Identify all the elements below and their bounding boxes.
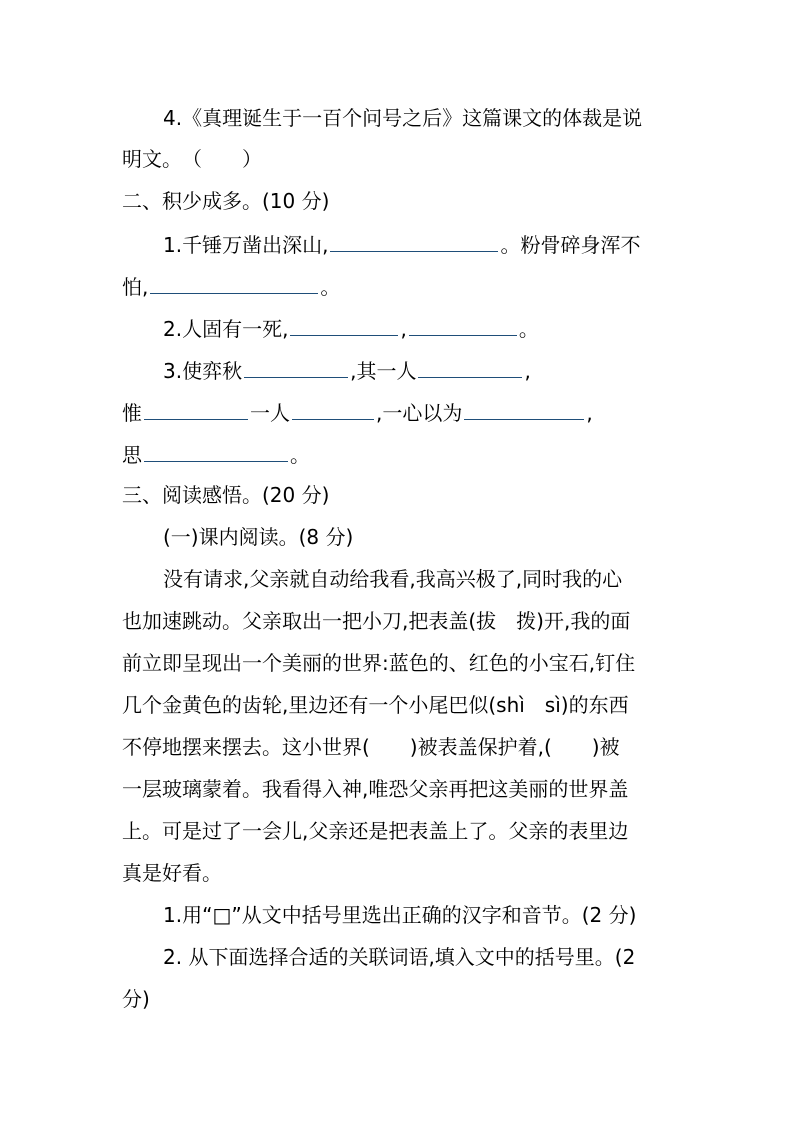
- answer-blank[interactable]: [292, 399, 374, 420]
- passage-line-1: 没有请求,父亲就自动给我看,我高兴极了,同时我的心: [163, 567, 623, 591]
- section2-heading: 二、积少成多。(10 分): [122, 189, 330, 213]
- item3-text-a: 3.使弈秋: [163, 359, 243, 383]
- answer-blank[interactable]: [464, 399, 584, 420]
- item3-text-h: 思: [122, 443, 142, 467]
- section3-question-2-line2: 分): [122, 987, 150, 1011]
- answer-blank[interactable]: [244, 357, 348, 378]
- q4-line1: 4.《真理诞生于一百个问号之后》这篇课文的体裁是说: [163, 106, 643, 130]
- item3-text-f: ,一心以为: [376, 401, 463, 425]
- passage-line-6: 一层玻璃蒙着。我看得入神,唯恐父亲再把这美丽的世界盖: [122, 777, 629, 801]
- answer-blank[interactable]: [144, 441, 288, 462]
- section3-question-1: 1.用“□”从文中括号里选出正确的汉字和音节。(2 分): [163, 903, 637, 927]
- answer-blank[interactable]: [144, 399, 248, 420]
- section2-item3-line3: [122, 441, 310, 467]
- answer-blank[interactable]: [409, 315, 517, 336]
- answer-blank[interactable]: [150, 273, 318, 294]
- answer-blank[interactable]: [418, 357, 522, 378]
- section3-subheading: (一)课内阅读。(8 分): [163, 525, 354, 549]
- item3-text-i: 。: [290, 443, 310, 467]
- item1-text-b: 。粉骨碎身浑不: [500, 233, 641, 257]
- section2-item2: [163, 315, 539, 341]
- item3-text-b: ,其一人: [350, 359, 417, 383]
- q4-line2: 明文。 （ ）: [122, 147, 262, 171]
- section3-question-2-line1: 2. 从下面选择合适的关联词语,填入文中的括号里。(2: [163, 945, 636, 969]
- item1-text-d: 。: [320, 275, 341, 299]
- answer-blank[interactable]: [290, 315, 398, 336]
- section2-item1-line1: [163, 231, 640, 257]
- item2-text-b: ,: [400, 317, 407, 341]
- item2-text-c: 。: [518, 317, 539, 341]
- section2-item3-line2: [122, 399, 593, 425]
- item3-text-g: ,: [586, 401, 593, 425]
- item3-text-e: 一人: [250, 401, 290, 425]
- passage-line-8: 真是好看。: [122, 861, 222, 885]
- section2-item3-line1: [163, 357, 531, 383]
- item3-text-d: 惟: [122, 401, 142, 425]
- item1-text-a: 1.千锤万凿出深山,: [163, 233, 329, 257]
- passage-line-7: 上。可是过了一会儿,父亲还是把表盖上了。父亲的表里边: [122, 819, 629, 843]
- item1-text-c: 怕,: [122, 275, 149, 299]
- section3-heading: 三、阅读感悟。(20 分): [122, 483, 330, 507]
- answer-blank[interactable]: [330, 231, 498, 252]
- passage-line-3: 前立即呈现出一个美丽的世界:蓝色的、红色的小宝石,钉住: [122, 651, 636, 675]
- passage-line-4: 几个金黄色的齿轮,里边还有一个小尾巴似(shì sì)的东西: [122, 693, 629, 717]
- passage-line-2: 也加速跳动。父亲取出一把小刀,把表盖(拔 拨)开,我的面: [122, 609, 631, 633]
- item3-text-c: ,: [524, 359, 531, 383]
- passage-line-5: 不停地摆来摆去。这小世界( )被表盖保护着,( )被: [122, 735, 620, 759]
- section2-item1-line2: [122, 273, 340, 299]
- item2-text-a: 2.人固有一死,: [163, 317, 289, 341]
